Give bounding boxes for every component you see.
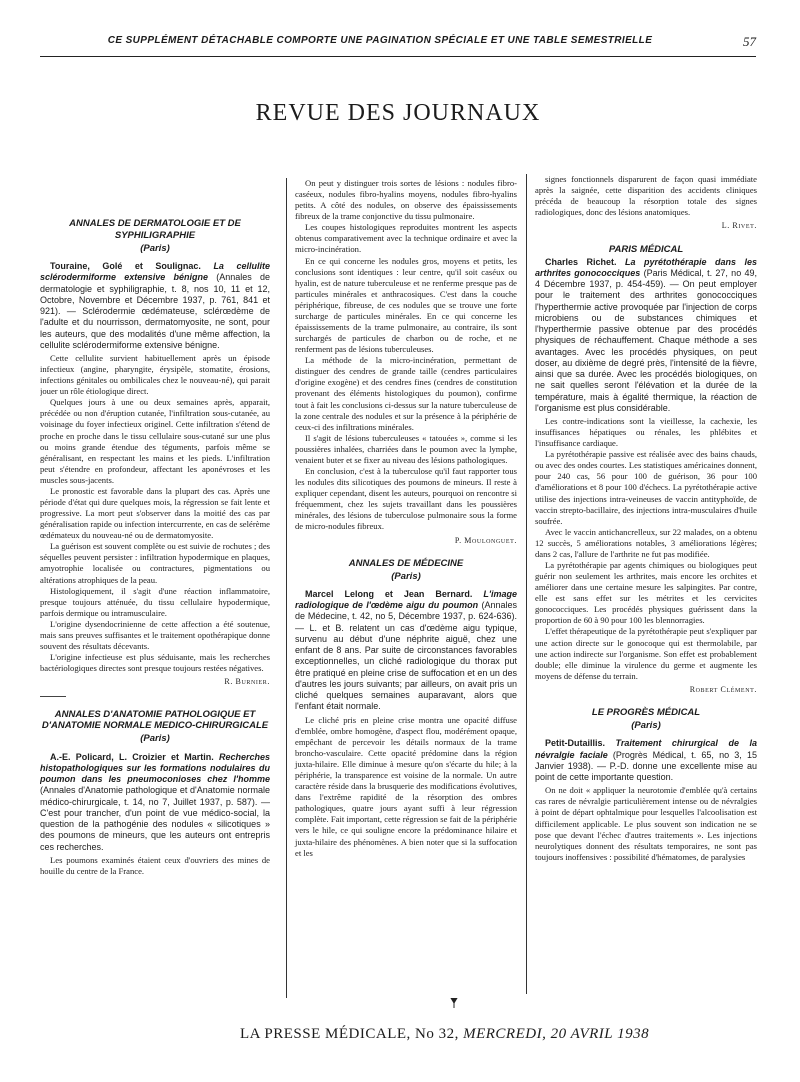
- article-authors: Touraine, Golé et Soulignac.: [50, 261, 201, 271]
- article-paragraph: On peut y distinguer trois sortes de lésions : nodules fibro-caséeux, nodules fibro-hyalins moyens, nodules fibro-hyalins petits. A côté des nodules, on observe des épaississements fibreux de la trame conjonctive du tissu pulmonaire.: [295, 178, 517, 222]
- article-citation: (Annales de dermatologie et syphiligraphie, t. 8, nos 10, 11 et 12, Octobre, Novembre et Décembre 1937, p. 761, 841 et 921).: [40, 272, 270, 316]
- article-paragraph: Il s'agit de lésions tuberculeuses « tatouées », comme si les poussières inhalées, charriées dans le poumon avec la lymphe, venaient buter et se fixer au niveau des lésions pathologiques.: [295, 432, 517, 465]
- article-paragraph: Les poumons examinés étaient ceux d'ouvriers des mines de houille du centre de la France.: [40, 854, 270, 876]
- column-middle: [286, 178, 517, 998]
- article-reference: [535, 257, 757, 415]
- journal-heading: ANNALES DE DERMATOLOGIE ET DE SYPHILIGRAPHIE: [69, 218, 241, 241]
- article-paragraph: L'effet thérapeutique de la pyrétothérapie peut s'expliquer par une action directe sur le gonocoque qui est thermolabile, par une action indirecte sur l'organisme. Son effet est probablement double; elle diminue la virulence du germe et augmente les moyens de défense du terrain.: [535, 626, 757, 681]
- article-authors: A.-E. Policard, L. Croizier et Martin.: [50, 751, 214, 762]
- reviewer-signature: L. Rivet.: [721, 221, 757, 231]
- article-paragraph: En ce qui concerne les nodules gros, moyens et petits, les conclusions sont identiques : leur centre, qu'il soit caséux ou hyalin, est de nature tuberculeuse et ne renferme presque pas de particules minérales et anthracosiques. C'est dans la couche périphérique, fibreuse, de ces nodules que se trouve une forte surcharge de particules minérales. En ce qui concerne les épaississements de la trame pulmonaire, au contraire, ils sont surchargés de particules de charbon ou de roche, et ne renferment pas de lésions tuberculeuses.: [295, 255, 517, 355]
- article-paragraph: On ne doit « appliquer la neurotomie d'emblée qu'à certains cas rares de névralgie particulièrement intense ou de névralgies à point de départ ophtalmique pour lesquelles l'alcoolisation est difficilement applicable. Le plus souvent son indication ne se pose que devant l'échec d'autres traitements ». Les injections neurolytiques donnent des résultats temporaires, ne sont pas toujours inoffensives : possibilité d'hématomes, de paralysies: [535, 785, 757, 862]
- article-authors: Charles Richet.: [545, 256, 617, 267]
- running-header: [40, 28, 756, 57]
- article-paragraph: La pyrétothérapie par agents chimiques ou biologiques peut guérir non seulement les arthrites, mais encore les orchites et améliorer dans une certaine mesure les salpingites. Par contre, elle est sans effet sur les métrites et les cervicites gonococciques. Les procédés physiques guérissent dans la proportion de 60 à 90 pour 100 les blennorragies.: [535, 560, 757, 626]
- journal-page: [40, 28, 756, 1058]
- journal-heading: LE PROGRÈS MÉDICAL: [591, 707, 701, 719]
- footer-date: MERCREDI, 20 AVRIL 1938: [463, 1026, 650, 1042]
- column-right: [526, 174, 757, 994]
- article-title: L'image radiologique de l'œdème aigu du poumon: [295, 588, 517, 611]
- article-paragraph: Histologiquement, il s'agit d'une réaction inflammatoire, presque toujours atténuée, du tissu cellulaire hypodermique, parfois dermique ou intramusculaire.: [40, 585, 270, 618]
- article-reference: [535, 738, 757, 783]
- article-paragraph: La méthode de la micro-incinération, permettant de distinguer des cendres de grande taille (cendres particulaires d'origine exogène) et des cendres fines (cendres de constitution provenant des éléments histologiques du poumon), confirme tout à fait les conclusions ci-dessus sur la nature tuberculeuse de la zone centrale des nodules et sur la présence à la périphérie de ceux-ci des infiltrations minérales.: [295, 355, 517, 432]
- journal-heading: PARIS MÉDICAL: [608, 243, 684, 255]
- article-paragraph: Le cliché pris en pleine crise montra une opacité diffuse d'emblée, ombre homogène, d'aspect flou, modérément opaque, empêchant de percevoir les détails normaux de la trame broncho-vasculaire. Cette opacité prédomine dans la région juxta-hilaire. Elle diminue à mesure qu'on s'écarte du hile; à la périphérie, la transparence est voisine de la normale. Un autre caractère réside dans la brusquerie des modifications évolutives, dans l'extrême rapidité de la résorption des ombres pathologiques, quatre jours ayant suffi à leur régression complète. Fait important, cette régression se fait de la périphérie vers le hile, ce qui souligne encore la prédominance hilaire et juxta-hilaire des phénomènes. A bien noter que si la suffocation et les: [295, 714, 517, 858]
- reviewer-signature: P. Moulonguet.: [454, 535, 517, 545]
- article-paragraph: — On peut employer pour le traitement des arthrites gonococciques l'hyperthermie active provoquée par l'injection de corps microbiens ou de substances chimiques et l'hyperthermie passive obtenue par des procédés physiques de réchauffement. Chaque méthode a ses avantages. Avec les procédés physiques, on peut doser, au dixième de degré près, l'intensité de la fièvre, ainsi que sa durée. Avec les procédés biologiques, on ne sait quelles seront l'élévation et la durée de la température, mais à égalité thermique, la réaction de l'organisme est plus considérable.: [535, 279, 757, 413]
- article-paragraph: Cette cellulite survient habituellement après un épisode infectieux (angine, pharyngite, érysipèle, stomatite, érosions, infections génitales ou ombilicales chez le nouveau-né), qui parait jouer un rôle étiologique direct.: [40, 353, 270, 397]
- journal-city: (Paris): [140, 242, 170, 254]
- article-paragraph: En conclusion, c'est à la tuberculose qu'il faut rapporter tous les nodules dits silicotiques des poumons de mineurs. Il reste à expliquer cependant, disent les auteurs, pourquoi on rencontre si fréquemment, chez les sujets travaillant dans les poussières minérales, des lésions de tuberculose pulmonaire sous la forme de micro-nodules fibreux.: [295, 466, 517, 532]
- article-title: La cellulite sclérodermiforme extensive bénigne: [40, 261, 270, 283]
- journal-city: (Paris): [391, 570, 421, 582]
- article-reference: [295, 589, 517, 713]
- article-title: La pyrétothérapie dans les arthrites gonococciques: [535, 256, 757, 278]
- article-paragraph: Les contre-indications sont la vieillesse, la cachexie, les insuffisances hépatiques ou rénales, les phlébites et l'insuffisance cardiaque.: [535, 416, 757, 449]
- article-paragraph: La pyrétothérapie passive est réalisée avec des bains chauds, ou avec des ondes courtes. Les statistiques américaines donnent, pour 240 cas, 56 pour 100 de guérison, 36 pour 100 d'améliorations et 8 pour 100 d'échecs. La pyrétothérapie active utilise des injections intra-veineuses de vaccin antityphoïde, de vaccin strepto-bacillaire, des injections intra-musculaires d'huile soufrée.: [535, 449, 757, 526]
- article-paragraph: — Sclérodermie œdémateuse, sclérœdème de l'adulte et du nourrisson, dermatomyosite, ne sont, pour les auteurs, que des modalités d'une même affection, la cellulite sclérodermiforme extensive bénigne.: [40, 306, 270, 350]
- article-citation: (Paris Médical, t. 27, no 49, 4 Décembre 1937, p. 454-459).: [535, 267, 757, 289]
- article-title: Traitement chirurgical de la névralgie faciale: [535, 738, 757, 760]
- article-paragraph: Le pronostic est favorable dans la plupart des cas. Après une période d'état qui dure quelques mois, la régression se fait lente et progressive. La mort peut s'observer dans la moitié des cas par généralisation rapide ou infection intercurrente, en cas de selérème œdémateux du nouveau-né ou de dermatomyosite.: [40, 485, 270, 541]
- page-number: 57: [743, 34, 756, 49]
- article-paragraph: — C'est pour trancher, d'un point de vue médico-social, la question de la pathogénie des nodules « silicotiques » des poumons de mineurs, que les auteurs ont entrepris ces recherches.: [40, 796, 270, 852]
- journal-city: (Paris): [631, 720, 661, 732]
- reviewer-signature: R. Burnier.: [224, 677, 270, 687]
- article-citation: (Annales d'Anatomie pathologique et d'Anatomie normale médico-chirurgicale, t. 14, no 7, Juillet 1937, p. 587).: [40, 785, 270, 807]
- section-title: REVUE DES JOURNAUX: [255, 100, 541, 126]
- reviewer-signature: Robert Clément.: [689, 684, 757, 694]
- page-footer: [240, 1026, 760, 1046]
- footer-journal: LA PRESSE MÉDICALE, No 32,: [240, 1026, 459, 1042]
- article-paragraph: L'origine infectieuse est plus séduisante, mais les recherches bactériologiques directes sont presque toujours restées négatives.: [40, 652, 270, 674]
- journal-heading: ANNALES D'ANATOMIE PATHOLOGIQUE ET D'ANATOMIE NORMALE MEDICO-CHIRURGICALE: [41, 708, 269, 732]
- article-citation: (Annales de Médecine, t. 42, no 5, Décembre 1937, p. 624-636).: [295, 600, 517, 622]
- article-reference: [40, 752, 270, 853]
- journal-heading: ANNALES DE MÉDECINE: [348, 557, 464, 569]
- print-mark-icon: [450, 998, 458, 1008]
- article-paragraph: Quelques jours à une ou deux semaines après, apparait, précédée ou non d'éruption cutanée, l'infiltration sous-cutanée, au voisinage du foyer infectieux originel. Cette infiltration s'étend de proche en proche dans le tissu cellulaire sous-cutané sur une plus ou moins grande étendue des téguments, parfois même se généralisant, en respectant les mains et les pieds. L'infiltration peut s'étendre en profondeur, affectant les aponévroses et les muscles sous-jacents.: [40, 397, 270, 485]
- article-paragraph: La guérison est souvent complète ou est suivie de rochutes ; des séquelles peuvent persister : infiltration hypodermique en plaques, amyotrophie localisée ou contractures, pigmentations ou altérations atrophiques de la peau.: [40, 541, 270, 585]
- article-authors: Marcel Lelong et Jean Bernard.: [305, 588, 473, 599]
- column-left: [40, 180, 270, 1000]
- article-reference: [40, 261, 270, 351]
- article-paragraph: Avec le vaccin antichancrelleux, sur 22 malades, on a obtenu 12 succès, 5 améliorations notables, 3 améliorations légères; dans 2 cas, l'allure de l'arthrite ne fut pas modifiée.: [535, 526, 757, 559]
- article-authors: Petit-Dutaillis.: [545, 738, 606, 749]
- article-title: Recherches histopathologiques sur les formations nodulaires du poumon dans les pneumoconioses chez l'homme: [40, 751, 270, 785]
- supplement-notice: CE SUPPLÉMENT DÉTACHABLE COMPORTE UNE PAGINATION SPÉCIALE ET UNE TABLE SEMESTRIELLE: [107, 35, 653, 46]
- article-paragraph: — L. et B. relatent un cas d'œdème aigu typique, survenu au début d'une néphrite aiguë, chez une enfant de 8 ans. Par suite de circonstances favorables exceptionnelles, un cliché radiologique du thorax put être pratiqué en pleine crise de suffocation et en un des d'autres les jours suivants; par ailleurs, on avait pris un cliché quelques semaines auparavant, alors que l'enfant était normale.: [295, 622, 517, 712]
- article-paragraph: — P.-D. donne une excellente mise au point de cette importante question.: [535, 760, 757, 783]
- article-paragraph: signes fonctionnels disparurent de façon quasi immédiate après la saignée, cette disparition des accidents cliniques précéda de beaucoup la résorption totale des signes radiologiques, donc des lésions anatomiques.: [535, 174, 757, 218]
- article-paragraph: Les coupes histologiques reproduites montrent les aspects obtenus comparativement avec la technique ordinaire et avec la micro-incinération.: [295, 222, 517, 255]
- article-citation: (Progrès Médical, t. 65, no 3, 15 Janvier 1938).: [535, 749, 757, 771]
- divider: [40, 696, 66, 697]
- article-paragraph: L'origine dysendocrinienne de cette affection a été soutenue, mais sans preuves suffisantes et le traitement opothérapique donne souvent des résultats décevants.: [40, 618, 270, 652]
- journal-city: (Paris): [140, 733, 170, 745]
